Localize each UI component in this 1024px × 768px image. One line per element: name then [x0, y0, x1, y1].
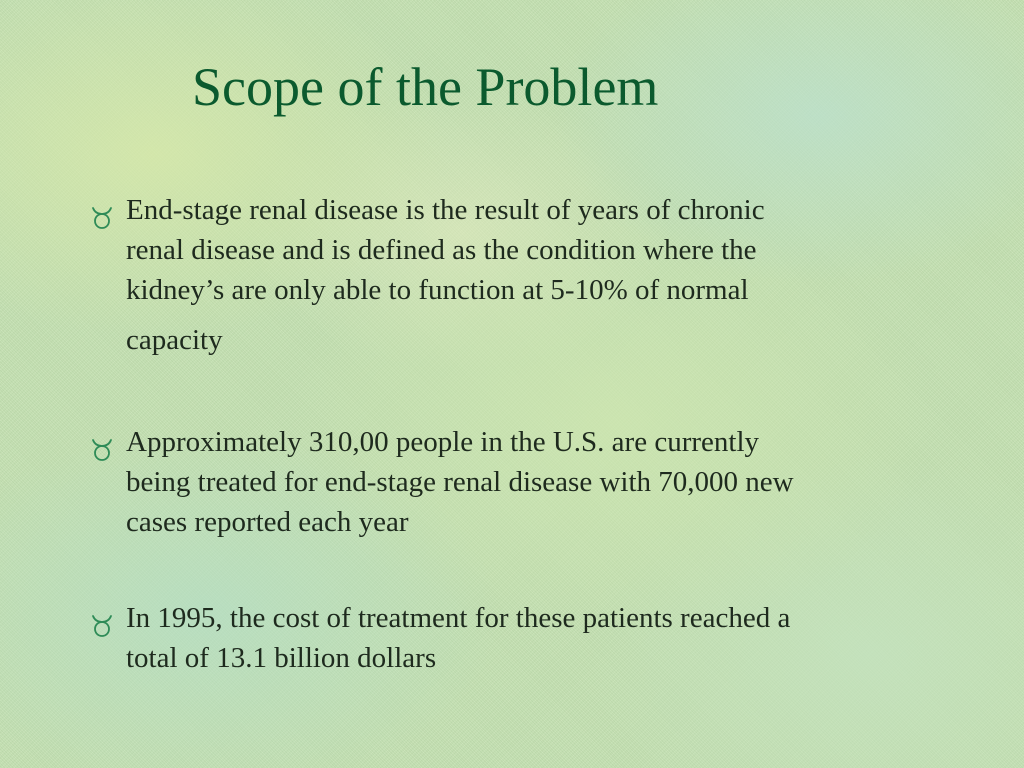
taurus-symbol-icon	[90, 204, 114, 230]
bullet-line: Approximately 310,00 people in the U.S. are currently	[126, 426, 760, 458]
bullet-item	[90, 422, 930, 542]
bullet-item	[90, 598, 930, 678]
bullet-line: End-stage renal disease is the result of years of chronic	[126, 194, 765, 226]
bullet-line: cases reported each year	[126, 506, 409, 538]
bullet-list	[90, 190, 930, 678]
bullet-line: total of 13.1 billion dollars	[126, 642, 437, 674]
bullet-line: capacity	[126, 324, 223, 356]
bullet-line: In 1995, the cost of treatment for these patients reached a	[126, 602, 791, 634]
slide-title: Scope of the Problem	[192, 57, 659, 117]
bullet-line: kidney’s are only able to function at 5-10% of normal	[126, 274, 749, 306]
bullet-line: being treated for end-stage renal disease with 70,000 new	[126, 466, 794, 498]
taurus-symbol-icon	[90, 612, 114, 638]
taurus-symbol-icon	[90, 436, 114, 462]
bullet-line: renal disease and is defined as the condition where the	[126, 234, 757, 266]
bullet-item	[90, 190, 930, 360]
